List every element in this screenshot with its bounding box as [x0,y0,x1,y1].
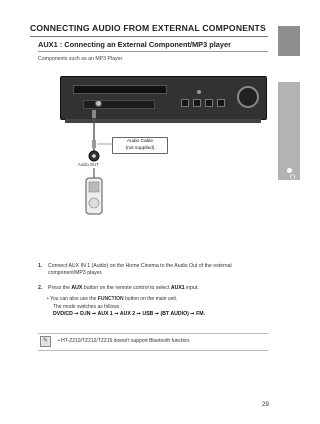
audio-cable-diagram [70,110,130,230]
section-subtitle: AUX1 : Connecting an External Component/MP3 player [38,40,232,49]
title-divider [30,36,268,37]
audio-out-label: Audio OUT [78,162,99,167]
callout-line1: Audio Cable [126,139,154,144]
note-text: • HT-Z210/TZ212/TZ215 doesn't support Bluetooth function. [58,338,191,344]
panel-button [217,99,225,107]
bullet-icon [287,168,292,173]
panel-button [193,99,201,107]
step-number: 1. [38,263,43,269]
note-divider-top [38,333,268,334]
mode-switch-text: The mode switches as follows : [53,304,123,310]
panel-button [205,99,213,107]
volume-knob [237,86,259,108]
page-title: CONNECTING AUDIO FROM EXTERNAL COMPONENTS [30,23,266,33]
panel-button [181,99,189,107]
mode-sequence: DVD/CD ➞ D.IN ➞ AUX 1 ➞ AUX 2 ➞ USB ➞ (BT AUDIO) ➞ FM. [53,311,206,317]
aux-in-jack [95,100,102,107]
section-label: CONNECTIONS [288,174,295,230]
aux1-key-label: AUX1 [170,285,185,291]
aux-key-label: AUX [71,285,83,291]
disc-tray-slot [73,85,167,94]
note-icon: ✎ [40,336,51,347]
power-indicator [197,90,201,94]
side-tab-language [278,26,300,74]
sub-bullet-function: • You can also use the FUNCTION button on the main unit. [47,296,178,302]
audio-cable-callout [112,137,168,154]
step-text: Press the AUX button on the remote control to select AUX1 input. [48,285,199,291]
page-number: 29 [262,401,270,408]
function-key-label: FUNCTION [97,296,124,302]
side-tab-section [278,82,300,230]
step-text: Connect AUX IN 1 (Audio) on the Home Cinema to the Audio Out of the external component/MP3 player. [48,263,232,277]
intro-text: Components such as an MP3 Player. [38,56,124,62]
subtitle-divider [38,51,268,52]
front-panel-display [83,100,155,109]
step-number: 2. [38,285,43,291]
callout-line2: (not supplied) [125,145,155,151]
cable-plug [92,140,96,148]
note-divider-bottom [38,350,268,351]
cable-plug-top [92,110,96,118]
language-label: ENG [286,56,295,74]
